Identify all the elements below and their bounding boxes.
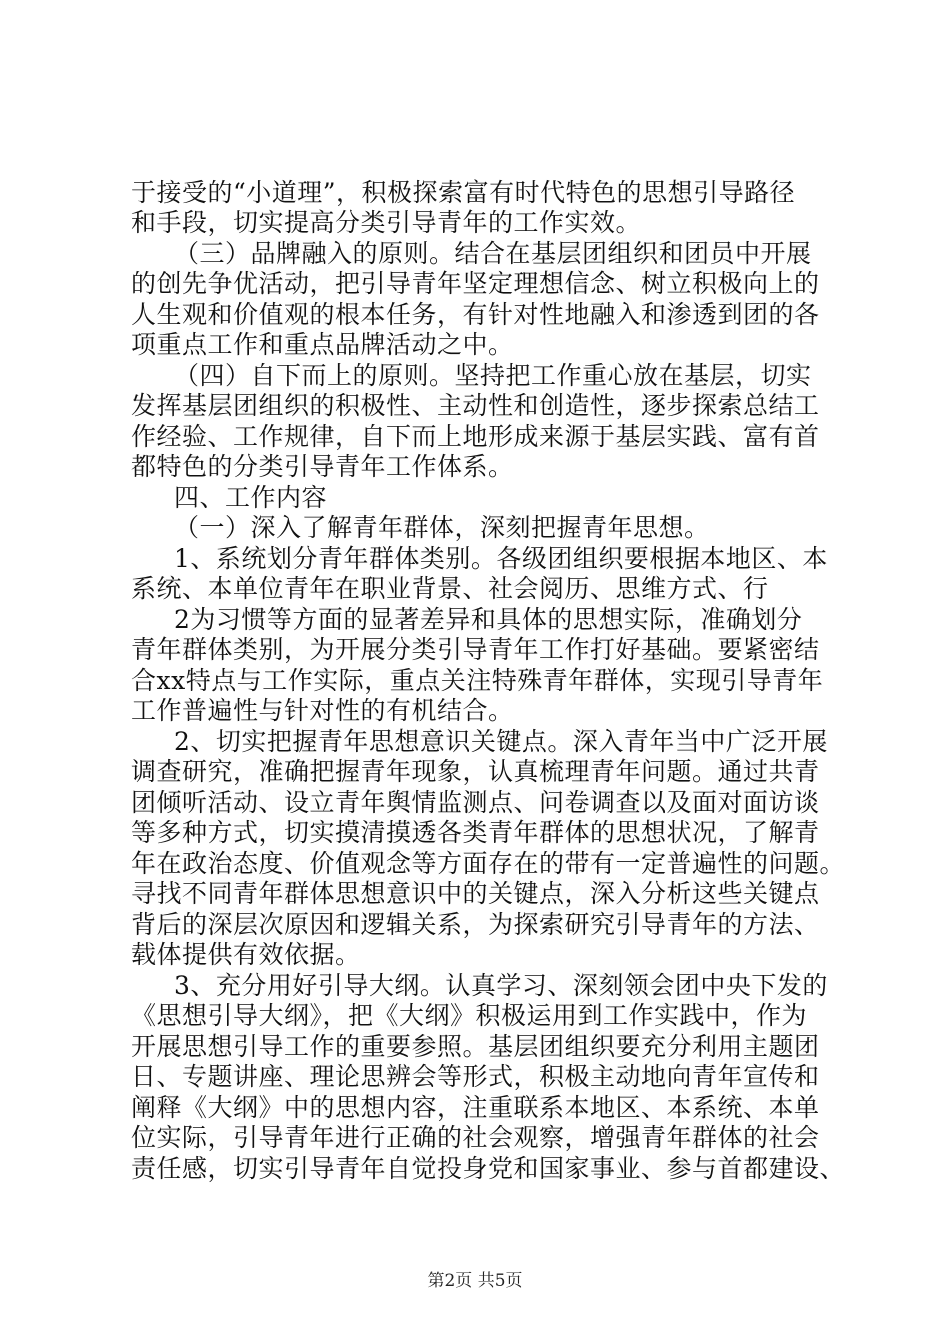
text-line-7: （四）自下而上的原则。坚持把工作重心放在基层，切实 bbox=[174, 361, 812, 390]
text-line-6: 项重点工作和重点品牌活动之中。 bbox=[131, 330, 514, 359]
text-line-4: 的创先争优活动，把引导青年坚定理想信念、树立积极向上的 bbox=[131, 269, 820, 298]
text-line-2: 和手段，切实提高分类引导青年的工作实效。 bbox=[131, 208, 642, 237]
text-line-26: 载体提供有效依据。 bbox=[131, 940, 361, 969]
page-footer: 第2页 共5页 bbox=[427, 1271, 523, 1291]
text-line-32: 位实际，引导青年进行正确的社会观察，增强青年群体的社会 bbox=[131, 1123, 820, 1152]
text-line-21: 团倾听活动、设立青年舆情监测点、问卷调查以及面对面访谈 bbox=[131, 788, 820, 817]
text-line-16: 青年群体类别，为开展分类引导青年工作打好基础。要紧密结 bbox=[131, 635, 820, 664]
text-line-27: 3、充分用好引导大纲。认真学习、深刻领会团中央下发的 bbox=[174, 971, 828, 1000]
text-line-30: 日、专题讲座、理论思辨会等形式，积极主动地向青年宣传和 bbox=[131, 1062, 820, 1091]
text-line-13: 1、系统划分青年群体类别。各级团组织要根据本地区、本 bbox=[174, 544, 828, 573]
text-line-15: 2为习惯等方面的显著差异和具体的思想实际，准确划分 bbox=[174, 605, 803, 634]
text-line-24: 寻找不同青年群体思想意识中的关键点，深入分析这些关键点 bbox=[131, 879, 820, 908]
text-line-10: 都特色的分类引导青年工作体系。 bbox=[131, 452, 514, 481]
text-line-17: 合xx特点与工作实际，重点关注特殊青年群体，实现引导青年 bbox=[131, 666, 824, 695]
text-line-9: 作经验、工作规律，自下而上地形成来源于基层实践、富有首 bbox=[131, 422, 820, 451]
text-line-31: 阐释《大纲》中的思想内容，注重联系本地区、本系统、本单 bbox=[131, 1093, 820, 1122]
text-line-19: 2、切实把握青年思想意识关键点。深入青年当中广泛开展 bbox=[174, 727, 828, 756]
text-line-1: 于接受的“小道理”，积极探索富有时代特色的思想引导路径 bbox=[131, 178, 796, 207]
text-line-5: 人生观和价值观的根本任务，有针对性地融入和渗透到团的各 bbox=[131, 300, 820, 329]
subsection-heading: （一）深入了解青年群体，深刻把握青年思想。 bbox=[174, 513, 710, 542]
text-line-28: 《思想引导大纲》，把《大纲》积极运用到工作实践中，作为 bbox=[131, 1001, 808, 1030]
text-line-20: 调查研究，准确把握青年现象，认真梳理青年问题。通过共青 bbox=[131, 757, 820, 786]
text-line-29: 开展思想引导工作的重要参照。基层团组织要充分利用主题团 bbox=[131, 1032, 820, 1061]
text-line-14: 系统、本单位青年在职业背景、社会阅历、思维方式、行 bbox=[131, 574, 769, 603]
text-line-23: 年在政治态度、价值观念等方面存在的带有一定普遍性的问题。 bbox=[131, 849, 846, 878]
section-heading: 四、工作内容 bbox=[174, 483, 328, 512]
text-line-22: 等多种方式，切实摸清摸透各类青年群体的思想状况，了解青 bbox=[131, 818, 820, 847]
text-line-3: （三）品牌融入的原则。结合在基层团组织和团员中开展 bbox=[174, 239, 812, 268]
text-line-8: 发挥基层团组织的积极性、主动性和创造性，逐步探索总结工 bbox=[131, 391, 820, 420]
text-line-33: 责任感，切实引导青年自觉投身党和国家事业、参与首都建设、 bbox=[131, 1154, 846, 1183]
text-line-25: 背后的深层次原因和逻辑关系，为探索研究引导青年的方法、 bbox=[131, 910, 820, 939]
text-line-18: 工作普遍性与针对性的有机结合。 bbox=[131, 696, 514, 725]
